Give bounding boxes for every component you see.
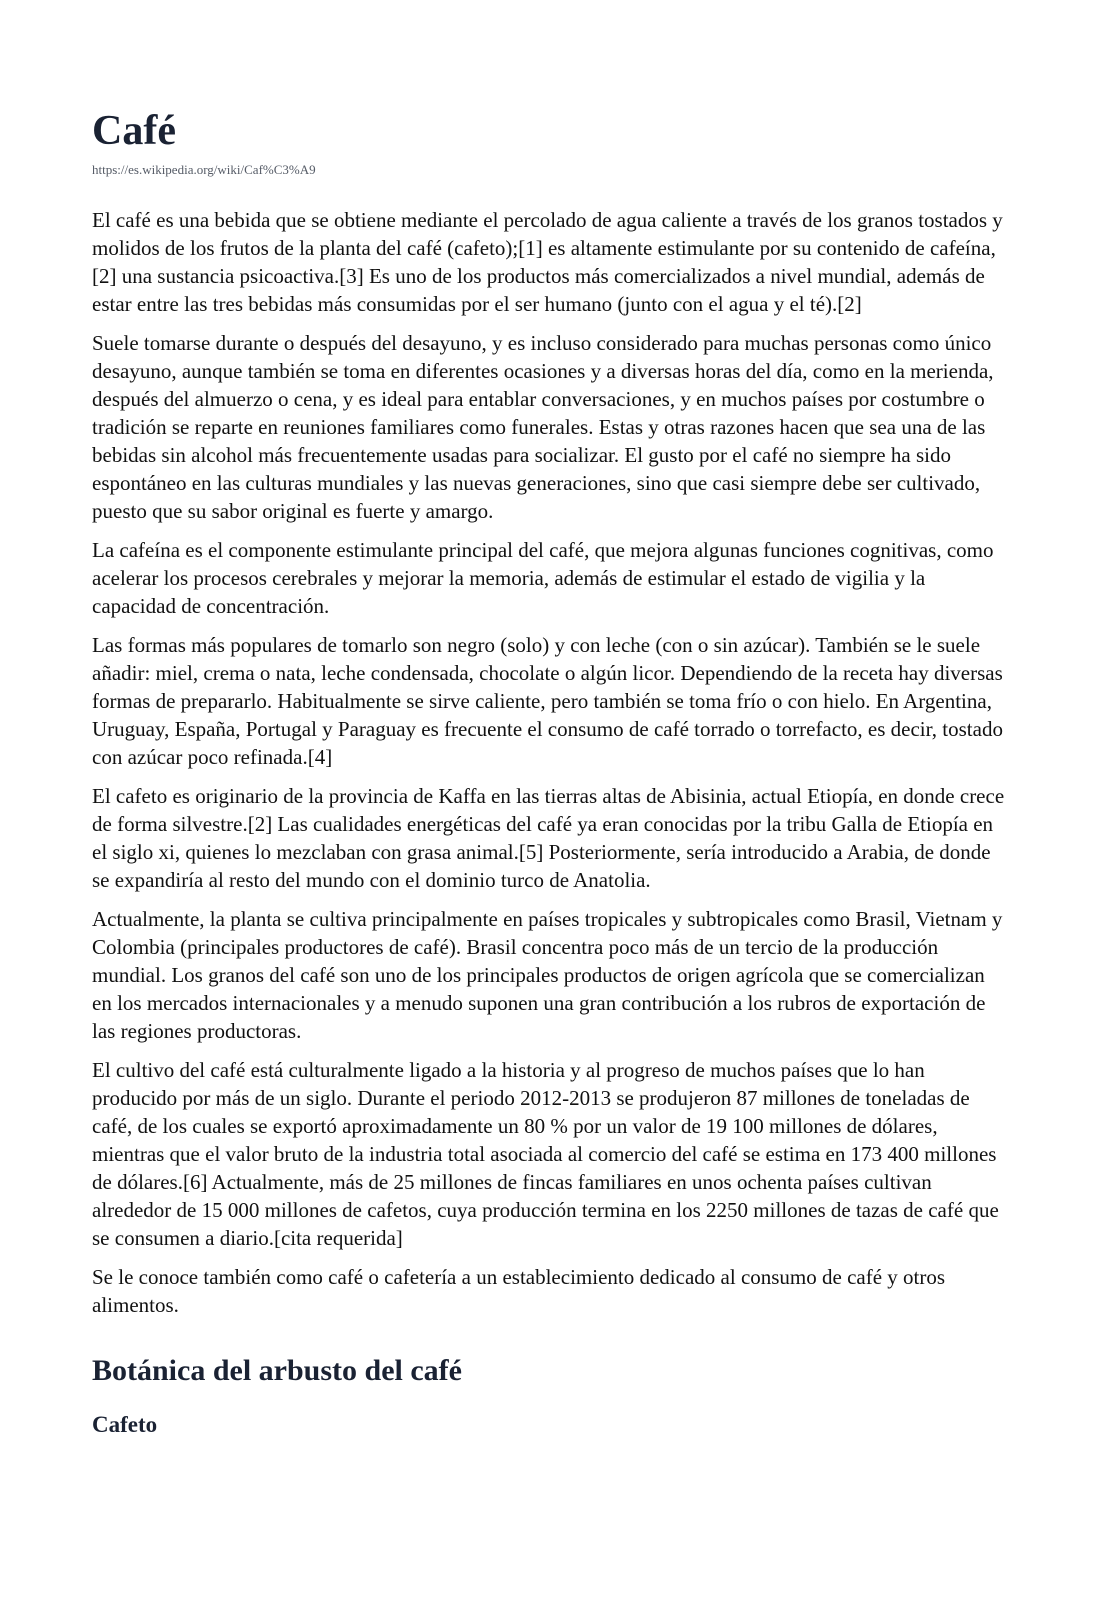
page-title: Café — [92, 108, 176, 154]
paragraph-caffeine: La cafeína es el componente estimulante principal del café, que mejora algunas funciones cognitivas, como acelerar los procesos cerebrales y mejorar la memoria, además de estimular el estado de vigilia y la capacidad de concentración. — [92, 537, 994, 618]
paragraph-intro: El café es una bebida que se obtiene mediante el percolado de agua caliente a través de los granos tostados y molidos de los frutos de la planta del café (cafeto);[1] es altamente estimulante por su contenido de cafeína,[2] una sustancia psicoactiva.[3] Es uno de los productos más comercializados a nivel mundial, además de estar entre las tres bebidas más consumidas por el ser humano (junto con el agua y el té).[2] — [92, 207, 1003, 316]
paragraph-consumption: Suele tomarse durante o después del desayuno, y es incluso considerado para muchas personas como único desayuno, aunque también se toma en diferentes ocasiones y a diversas horas del día, como en la merienda, después del almuerzo o cena, y es ideal para entablar conversaciones, y en muchos países por costumbre o tradición se reparte en reuniones familiares como funerales. Estas y otras razones hacen que sea una de las bebidas sin alcohol más frecuentemente usadas para socializar. El gusto por el café no siempre ha sido espontáneo en las culturas mundiales y las nuevas generaciones, sino que casi siempre debe ser cultivado, puesto que su sabor original es fuerte y amargo. — [92, 330, 994, 523]
source-url: https://es.wikipedia.org/wiki/Caf%C3%A9 — [92, 162, 316, 178]
paragraph-cultivation: Actualmente, la planta se cultiva principalmente en países tropicales y subtropicales como Brasil, Vietnam y Colombia (principales productores de café). Brasil concentra poco más de un tercio de la producción mundial. Los granos del café son uno de los principales productos de origen agrícola que se comercializan en los mercados internacionales y a menudo suponen una gran contribución a los rubros de exportación de las regiones productoras. — [92, 906, 1003, 1043]
paragraph-preparation: Las formas más populares de tomarlo son negro (solo) y con leche (con o sin azúcar). También se le suele añadir: miel, crema o nata, leche condensada, chocolate o algún licor. Dependiendo de la receta hay diversas formas de prepararlo. Habitualmente se sirve caliente, pero también se toma frío o con hielo. En Argentina, Uruguay, España, Portugal y Paraguay es frecuente el consumo de café torrado o torrefacto, es decir, tostado con azúcar poco refinada.[4] — [92, 632, 1003, 769]
subsection-heading-cafeto: Cafeto — [92, 1411, 158, 1437]
article-body — [92, 206, 1008, 1319]
paragraph-cafeteria: Se le conoce también como café o cafetería a un establecimiento dedicado al consumo de café y otros alimentos. — [92, 1264, 946, 1317]
section-heading-botany: Botánica del arbusto del café — [92, 1353, 462, 1387]
paragraph-origin: El cafeto es originario de la provincia de Kaffa en las tierras altas de Abisinia, actual Etiopía, en donde crece de forma silvestre.[2] Las cualidades energéticas del café ya eran conocidas por la tribu Galla de Etiopía en el siglo xi, quienes lo mezclaban con grasa animal.[5] Posteriormente, sería introducido a Arabia, de donde se expandiría al resto del mundo con el dominio turco de Anatolia. — [92, 783, 1005, 892]
paragraph-economy: El cultivo del café está culturalmente ligado a la historia y al progreso de muchos países que lo han producido por más de un siglo. Durante el periodo 2012-2013 se produjeron 87 millones de toneladas de café, de los cuales se exportó aproximadamente un 80 % por un valor de 19 100 millones de dólares, mientras que el valor bruto de la industria total asociada al comercio del café se estima en 173 400 millones de dólares.[6] Actualmente, más de 25 millones de fincas familiares en unos ochenta países cultivan alrededor de 15 000 millones de cafetos, cuya producción termina en los 2250 millones de tazas de café que se consumen a diario.[cita requerida] — [92, 1057, 999, 1250]
